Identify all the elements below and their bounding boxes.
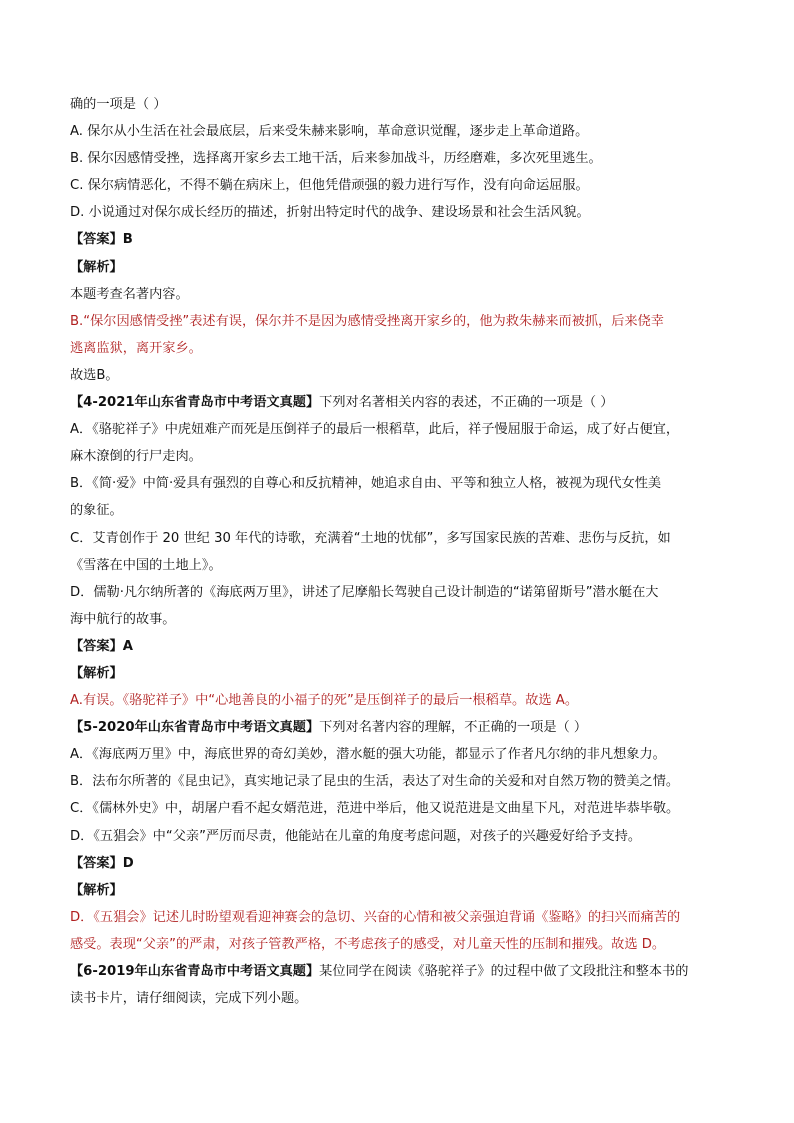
analysis-text: 感受。表现“父亲”的严肃，对孩子管教严格，不考虑孩子的感受，对儿童天性的压制和摧残。故选 D。 — [70, 936, 666, 952]
exam-page — [70, 91, 750, 1012]
question-stem: 某位同学在阅读《骆驼祥子》的过程中做了文段批注和整本书的 — [319, 964, 689, 979]
question-stem: 读书卡片，请仔细阅读，完成下列小题。 — [70, 991, 308, 1007]
option-d: D．《五猖会》中“父亲”严厉而尽责，他能站在儿童的角度考虑问题，对孩子的兴趣爱好给予支持。 — [70, 828, 642, 844]
option-line: 的象征。 — [70, 503, 123, 519]
answer-label: 【答案】A — [70, 638, 133, 654]
analysis-label: 【解析】 — [70, 665, 123, 681]
analysis-text: 逃离监狱，离开家乡。 — [70, 340, 202, 356]
option-line: 《雪落在中国的土地上》。 — [70, 557, 222, 573]
question-header — [70, 958, 750, 985]
option-line: B．《简·爱》中简·爱具有强烈的自尊心和反抗精神，她追求自由、平等和独立人格，被视为现代女性美 — [70, 476, 662, 492]
question-stem: 下列对名著相关内容的表述，不正确的一项是（ ） — [319, 395, 614, 411]
analysis-intro: 本题考查名著内容。 — [70, 286, 189, 302]
option-a: A．《海底两万里》中，海底世界的奇幻美妙，潜水艇的强大功能，都显示了作者凡尔纳的非凡想象力。 — [70, 747, 666, 763]
question-source: 【5-2020年山东省青岛市中考语文真题】 — [70, 720, 320, 736]
question-source: 【4-2021年山东省青岛市中考语文真题】 — [70, 395, 320, 411]
option-d: D. 小说通过对保尔成长经历的描述，折射出特定时代的战争、建设场景和社会生活风貌。 — [70, 205, 590, 221]
option-line: D．儒勒·凡尔纳所著的《海底两万里》，讲述了尼摩船长驾驶自己设计制造的“诺第留斯号”潜水艇在大 — [70, 584, 659, 600]
analysis-text: D．《五猖会》记述儿时盼望观看迎神赛会的急切、兴奋的心情和被父亲强迫背诵《鉴略》的扫兴而痛苦的 — [70, 909, 681, 925]
analysis-text: A.有误。《骆驼祥子》中“心地善良的小福子的死”是压倒祥子的最后一根稻草。故选 A。 — [70, 693, 579, 709]
option-line: A．《骆驼祥子》中虎妞难产而死是压倒祥子的最后一根稻草，此后，祥子慢屈服于命运，成了好占便宜， — [70, 422, 680, 438]
answer-label: 【答案】D — [70, 855, 134, 871]
option-a: A. 保尔从小生活在社会最底层，后来受朱赫来影响，革命意识觉醒，逐步走上革命道路。 — [70, 124, 589, 140]
option-line: C．艾青创作于 20 世纪 30 年代的诗歌，充满着“土地的忧郁”，多写国家民族的苦难、悲伤与反抗，如 — [70, 530, 671, 546]
question-header — [70, 714, 750, 741]
option-b: B．法布尔所著的《昆虫记》，真实地记录了昆虫的生活，表达了对生命的关爱和对自然万物的赞美之情。 — [70, 774, 680, 790]
option-c: C. 保尔病情恶化，不得不躺在病床上，但他凭借顽强的毅力进行写作，没有向命运屈服。 — [70, 178, 589, 194]
option-c: C．《儒林外史》中，胡屠户看不起女婿范进，范进中举后，他又说范进是文曲星下凡，对范进毕恭毕敬。 — [70, 801, 680, 817]
analysis-label: 【解析】 — [70, 259, 123, 275]
question-stem-tail: 确的一项是（ ） — [70, 97, 167, 112]
option-b: B. 保尔因感情受挫，选择离开家乡去工地干活，后来参加战斗，历经磨难，多次死里逃生。 — [70, 151, 602, 167]
analysis-text: B.“保尔因感情受挫”表述有误，保尔并不是因为感情受挫离开家乡的，他为救朱赫来而被抓，后来侥幸 — [70, 313, 664, 329]
analysis-conclusion: 故选B。 — [70, 367, 119, 383]
question-source: 【6-2019年山东省青岛市中考语文真题】 — [70, 964, 320, 979]
question-stem: 下列对名著内容的理解，不正确的一项是（ ） — [319, 720, 588, 736]
option-line: 海中航行的故事。 — [70, 611, 176, 627]
answer-label: 【答案】B — [70, 232, 133, 248]
option-line: 麻木潦倒的行尸走肉。 — [70, 449, 202, 465]
question-header — [70, 389, 750, 416]
analysis-label: 【解析】 — [70, 882, 123, 898]
